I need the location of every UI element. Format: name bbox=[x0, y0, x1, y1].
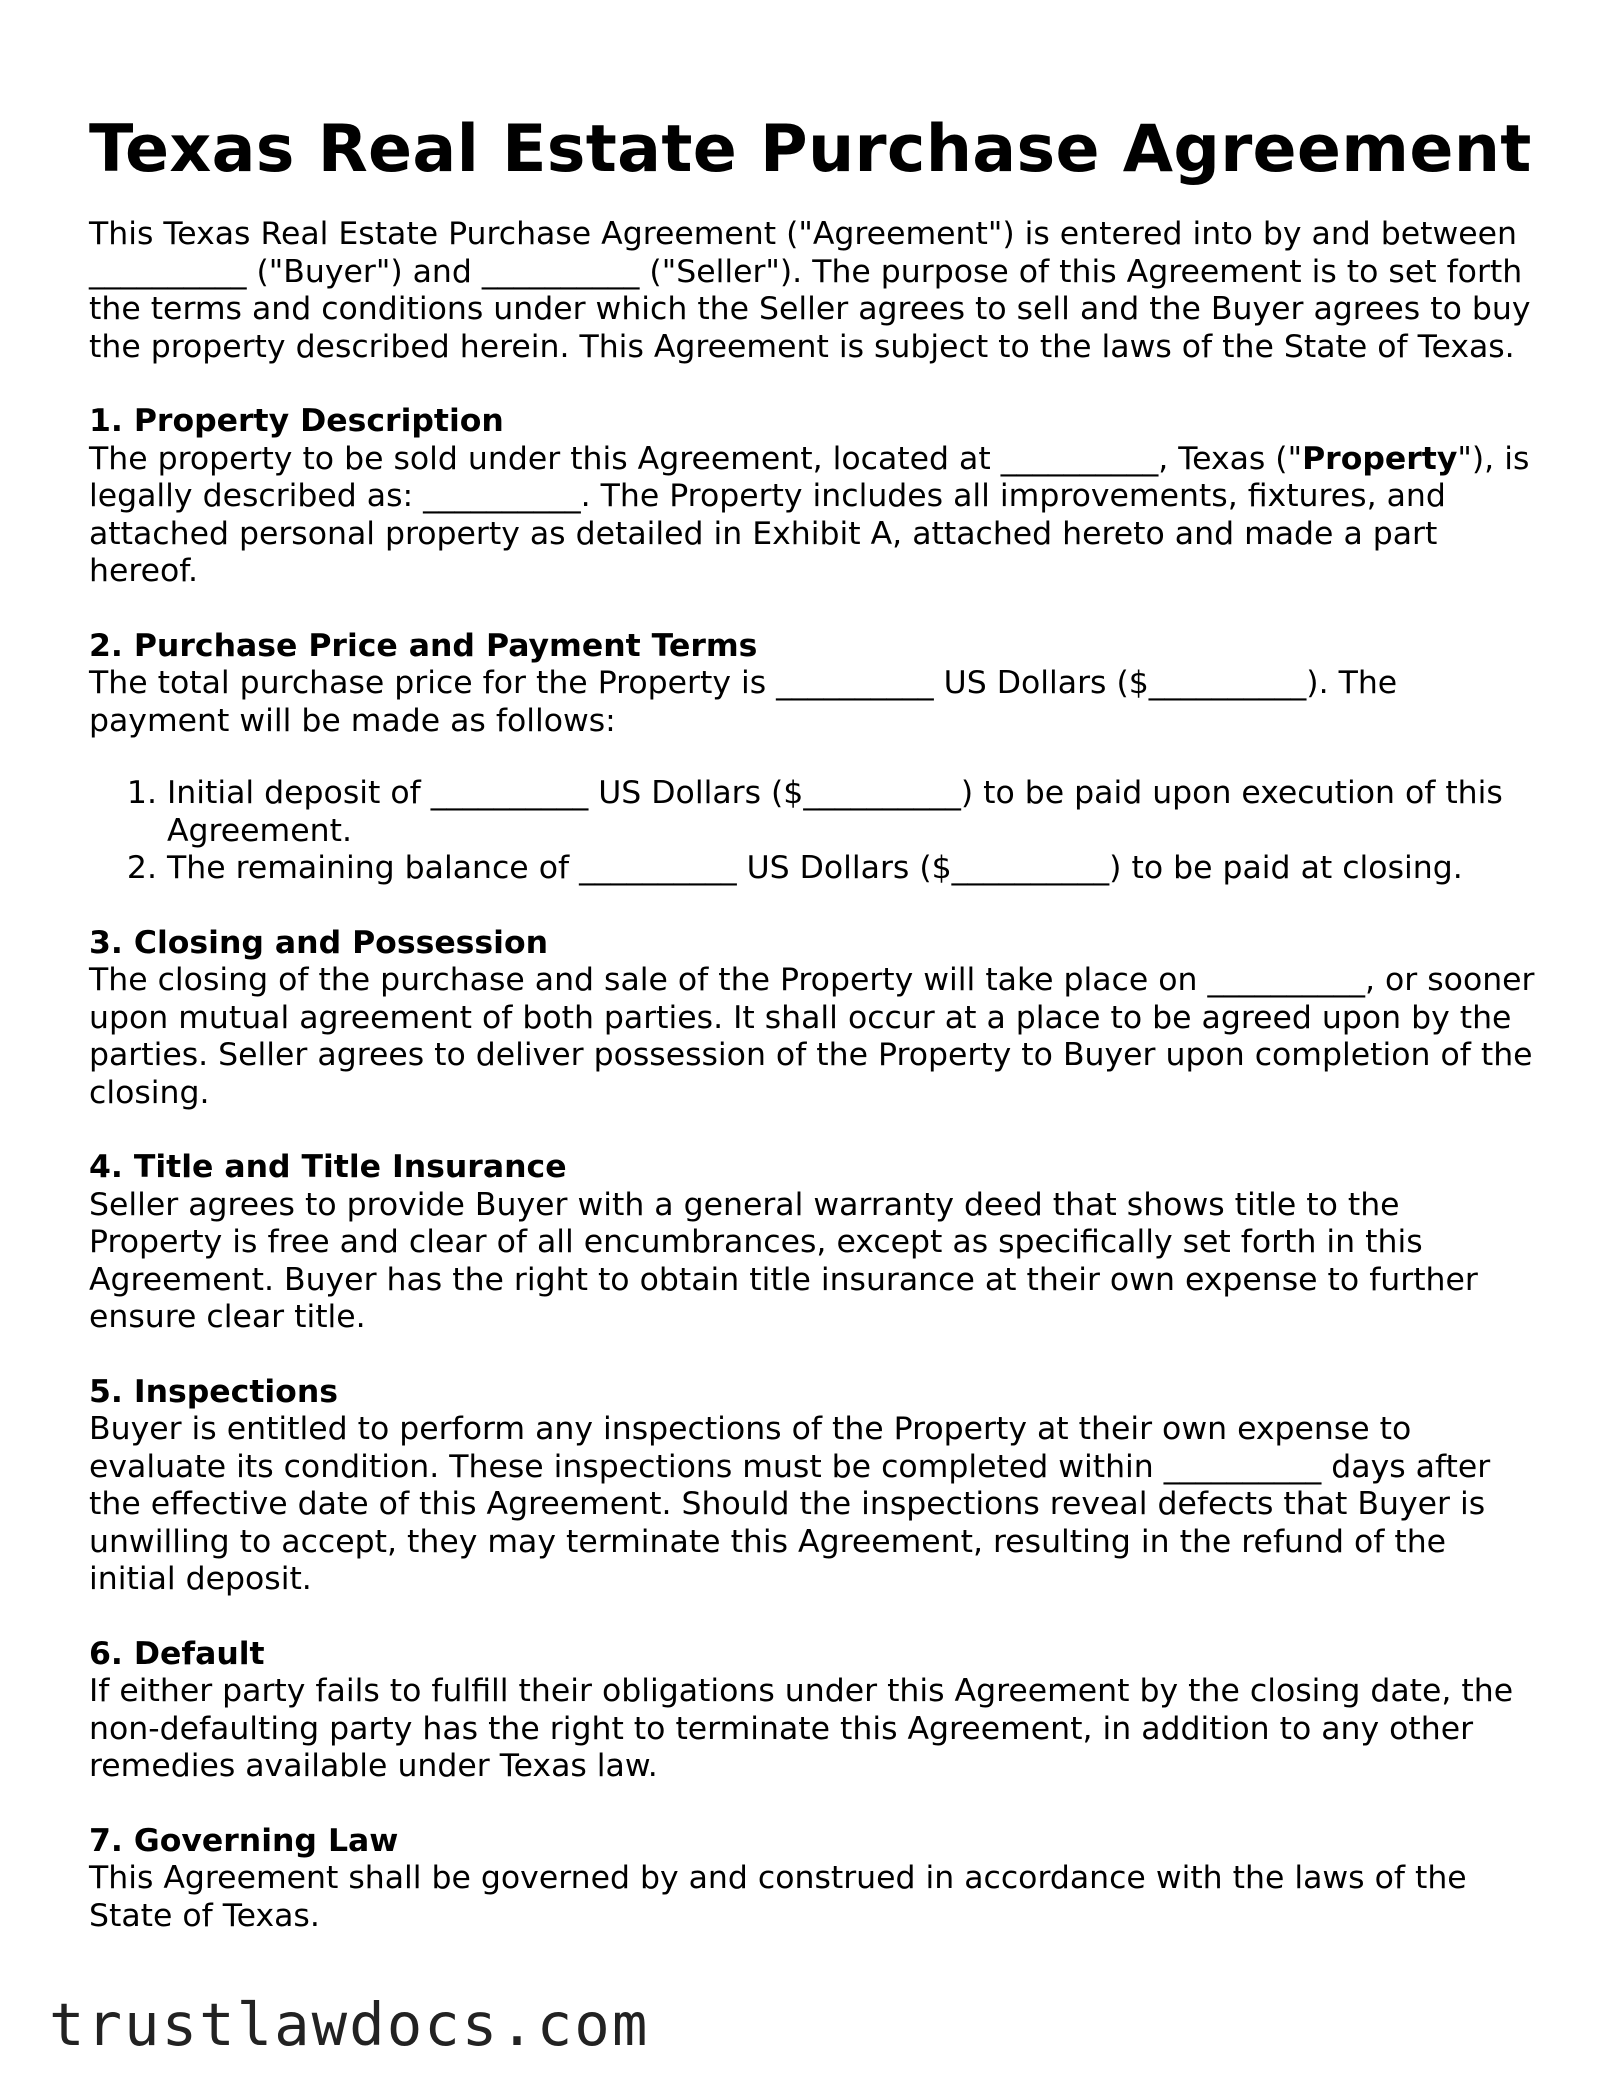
section-body: If either party fails to fulfill their obligations under this Agreement by the closing date, the non-defaulting party has the right to terminate this Agreement, in addition to any other remedies available under Texas law. bbox=[89, 1673, 1514, 1784]
section-governing-law bbox=[89, 1823, 1539, 1936]
section-title-insurance bbox=[89, 1149, 1539, 1337]
section-purchase-price bbox=[89, 628, 1539, 888]
document-page bbox=[89, 110, 1539, 1935]
section-heading: 5. Inspections bbox=[89, 1373, 339, 1410]
section-body: The closing of the purchase and sale of the Property will take place on __________, or sooner upon mutual agreement of both parties. It shall occur at a place to be agreed upon by the parties. Seller agrees to deliver possession of the Property to Buyer upon completion of the closing. bbox=[89, 962, 1535, 1111]
section-heading: 7. Governing Law bbox=[89, 1822, 399, 1859]
section-heading: 6. Default bbox=[89, 1635, 265, 1672]
section-heading: 4. Title and Title Insurance bbox=[89, 1149, 567, 1185]
section-body: Buyer is entitled to perform any inspections of the Property at their own expense to evaluate its condition. These inspections must be completed within __________ days after the effective date of this Agreement. Should the inspections reveal defects that Buyer is unwilling to accept, they may terminate this Agreement, resulting in the refund of the initial deposit. bbox=[89, 1411, 1491, 1597]
section-text: "), is legally described as: __________. The Property includes all improvements, fixtures, and attached personal property as detailed in Exhibit A, attached hereto and made a part hereof. bbox=[89, 440, 1530, 589]
section-closing bbox=[89, 925, 1539, 1113]
section-body bbox=[89, 441, 1539, 591]
section-heading: 3. Closing and Possession bbox=[89, 924, 549, 961]
section-body: Seller agrees to provide Buyer with a general warranty deed that shows title to the Property is free and clear of all encumbrances, except as specifically set forth in this Agreement. Buyer has the right to obtain title insurance at their own expense to further ensure clear title. bbox=[89, 1186, 1478, 1335]
list-item: 1. Initial deposit of __________ US Dollars ($__________) to be paid upon execution of this Agreement. bbox=[167, 775, 1539, 850]
list-item: 2. The remaining balance of __________ US Dollars ($__________) to be paid at closing. bbox=[167, 850, 1539, 888]
section-body: The total purchase price for the Property is __________ US Dollars ($__________). The payment will be made as follows: bbox=[89, 665, 1398, 739]
section-inspections bbox=[89, 1374, 1539, 1599]
payment-list bbox=[89, 775, 1539, 888]
section-default bbox=[89, 1636, 1539, 1786]
defined-term-property: Property bbox=[1302, 440, 1458, 477]
intro-paragraph: This Texas Real Estate Purchase Agreement ("Agreement") is entered into by and between __________ ("Buyer") and __________ ("Seller"). The purpose of this Agreement is to set forth the terms and conditions under which the Seller agrees to sell and the Buyer agrees to buy the property described herein. This Agreement is subject to the laws of the State of Texas. bbox=[89, 216, 1531, 365]
section-property-description bbox=[89, 403, 1539, 591]
section-body: This Agreement shall be governed by and construed in accordance with the laws of the State of Texas. bbox=[89, 1860, 1467, 1934]
section-heading: 1. Property Description bbox=[89, 403, 504, 439]
watermark-text: trustlawdocs.com bbox=[49, 1990, 650, 2059]
section-text: The property to be sold under this Agreement, located at __________, Texas (" bbox=[89, 440, 1303, 477]
document-title: Texas Real Estate Purchase Agreement bbox=[89, 112, 1532, 187]
section-heading: 2. Purchase Price and Payment Terms bbox=[89, 627, 758, 664]
